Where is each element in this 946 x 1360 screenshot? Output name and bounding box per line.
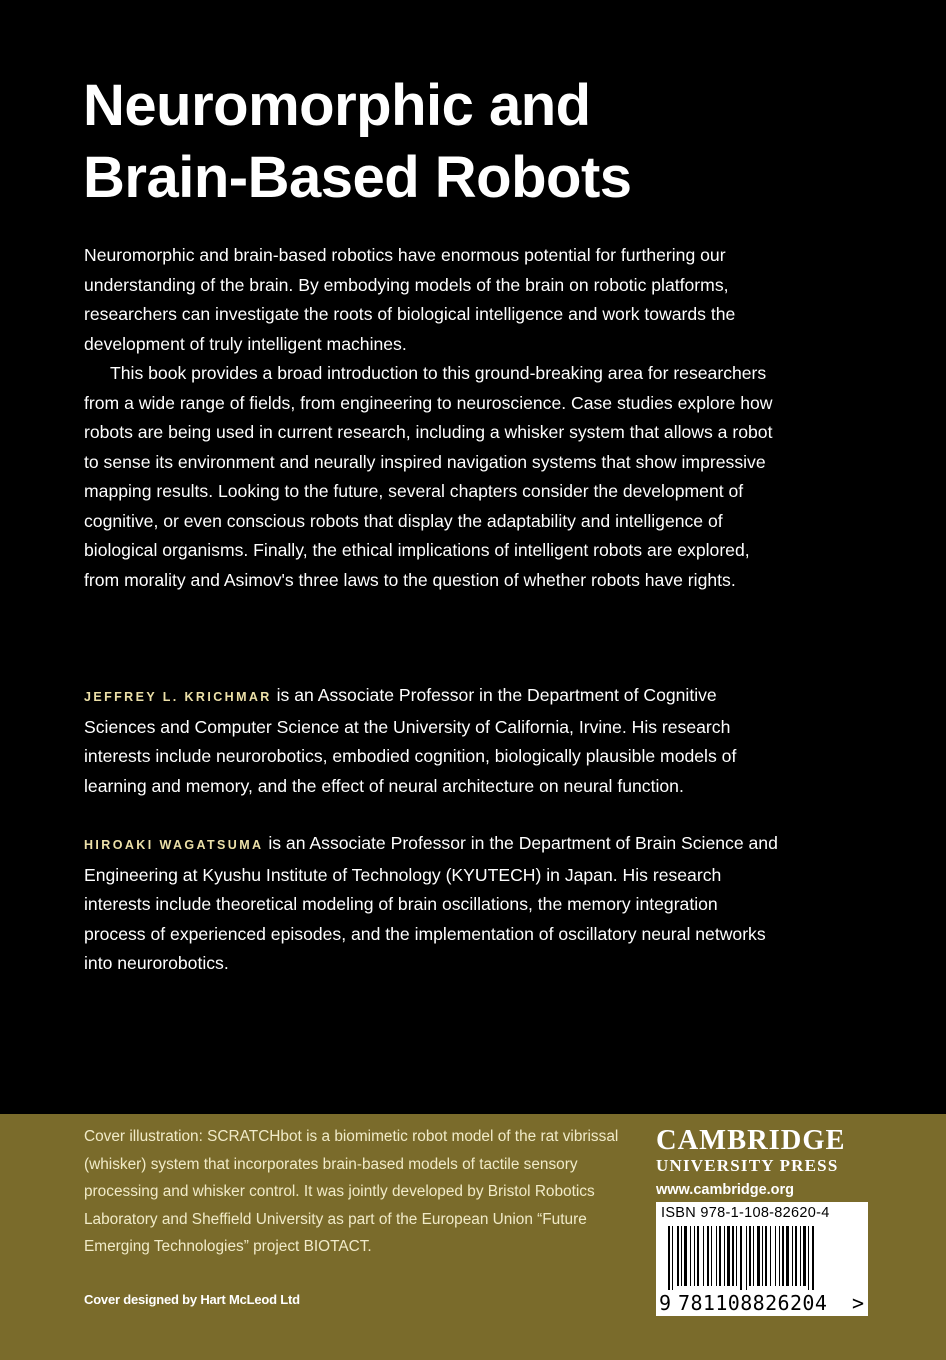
barcode-number: 781108826204 [678,1291,828,1315]
barcode-bar [716,1226,717,1286]
barcode-bar [808,1226,809,1290]
barcode-bar [775,1226,776,1286]
author-name-krichmar: JEFFREY L. KRICHMAR [84,690,272,704]
barcode-bar [724,1226,725,1286]
barcode-bar [727,1226,730,1286]
author-bio-text-krichmar: is an Associate Professor in the Department of Cognitive Sciences and Computer Science at the University of California, Irvine. His research interests include neurorobotics, embodied cognition, biologically plausible models of learning and memory, and the effect of neural architecture on neural function. [84,685,737,796]
barcode-bar [782,1226,784,1286]
barcode-bar [765,1226,767,1286]
barcode-first-digit: 9 [659,1291,672,1315]
barcode-bar [757,1226,760,1286]
barcode-bar [779,1226,780,1286]
barcode-bar [800,1226,801,1286]
publisher-url[interactable]: www.cambridge.org [656,1182,795,1198]
isbn-barcode-box [656,1202,868,1316]
barcode-bar [770,1226,771,1286]
barcode-bar [803,1226,806,1286]
blurb-paragraph-1: Neuromorphic and brain-based robotics have enormous potential for furthering our understanding of the brain. By embodying models of the brain on robotic platforms, researchers can investigate the roots of biological intelligence and work towards the development of truly intelligent machines. [84,245,736,354]
title-line-1: Neuromorphic and [83,73,591,138]
title-line-2: Brain-Based Robots [83,145,632,210]
barcode-bar [786,1226,789,1286]
publisher-logo [656,1126,871,1198]
barcode-bar [736,1226,737,1286]
barcode-bar [707,1226,709,1286]
author-bio-text-wagatsuma: is an Associate Professor in the Department of Brain Science and Engineering at Kyushu Institute of Technology (KYUTECH) in Japan. His research interests include theoretical modeling of brain oscillations, the memory integration process of experienced episodes, and the implementation of oscillatory neural networks into neurorobotics. [84,833,778,973]
cover-caption: Cover illustration: SCRATCHbot is a biomimetic robot model of the rat vibrissal (whisker) system that incorporates brain-based models of tactile sensory processing and whisker control. It was jointly developed by Bristol Robotics Laboratory and Sheffield University as part of the European Union “Future Emerging Technologies” project BIOTACT. [84,1128,619,1255]
book-title [83,70,883,214]
barcode-bar [749,1226,751,1286]
barcode-bar [746,1226,747,1290]
isbn-label: ISBN 978-1-108-82620-4 [661,1205,830,1221]
barcode-arrow: > [852,1291,865,1315]
author-bio-wagatsuma [84,829,784,979]
barcode-bar [753,1226,754,1286]
barcode-bar [697,1226,699,1286]
barcode-bar [795,1226,797,1286]
barcode-bar [690,1226,691,1286]
cover-designer-credit: Cover designed by Hart McLeod Ltd [84,1292,300,1307]
publisher-subtitle: UNIVERSITY PRESS [656,1156,839,1175]
barcode-bar [719,1226,721,1286]
barcode-bar [694,1226,695,1286]
barcode-bar [681,1226,682,1286]
barcode-bar [684,1226,687,1286]
barcode-bar [668,1226,670,1290]
barcode-icon [662,1226,852,1290]
author-name-wagatsuma: HIROAKI WAGATSUMA [84,838,264,852]
barcode-bar [711,1226,712,1286]
barcode-bar [792,1226,793,1286]
blurb-paragraph-2: This book provides a broad introduction to this ground-breaking area for researchers from a wide range of fields, from engineering to neuroscience. Case studies explore how robots are being used in current research, including a whisker system that allows a robot to sense its environment and neurally inspired navigation systems that show impressive mapping results. Looking to the future, several chapters consider the development of cognitive, or even conscious robots that display the adaptability and intelligence of biological organisms. Finally, the ethical implications of intelligent robots are explored, from morality and Asimov's three laws to the question of whether robots have rights. [84,363,773,590]
barcode-bar [672,1226,673,1290]
publisher-name: CAMBRIDGE [656,1125,846,1156]
barcode-bar [703,1226,704,1286]
blurb [84,241,784,595]
barcode-bar [740,1226,742,1290]
author-bio-krichmar [84,681,784,801]
barcode-bar [762,1226,763,1286]
barcode-bar [732,1226,734,1286]
barcode-bar [812,1226,814,1290]
barcode-bar [677,1226,679,1286]
